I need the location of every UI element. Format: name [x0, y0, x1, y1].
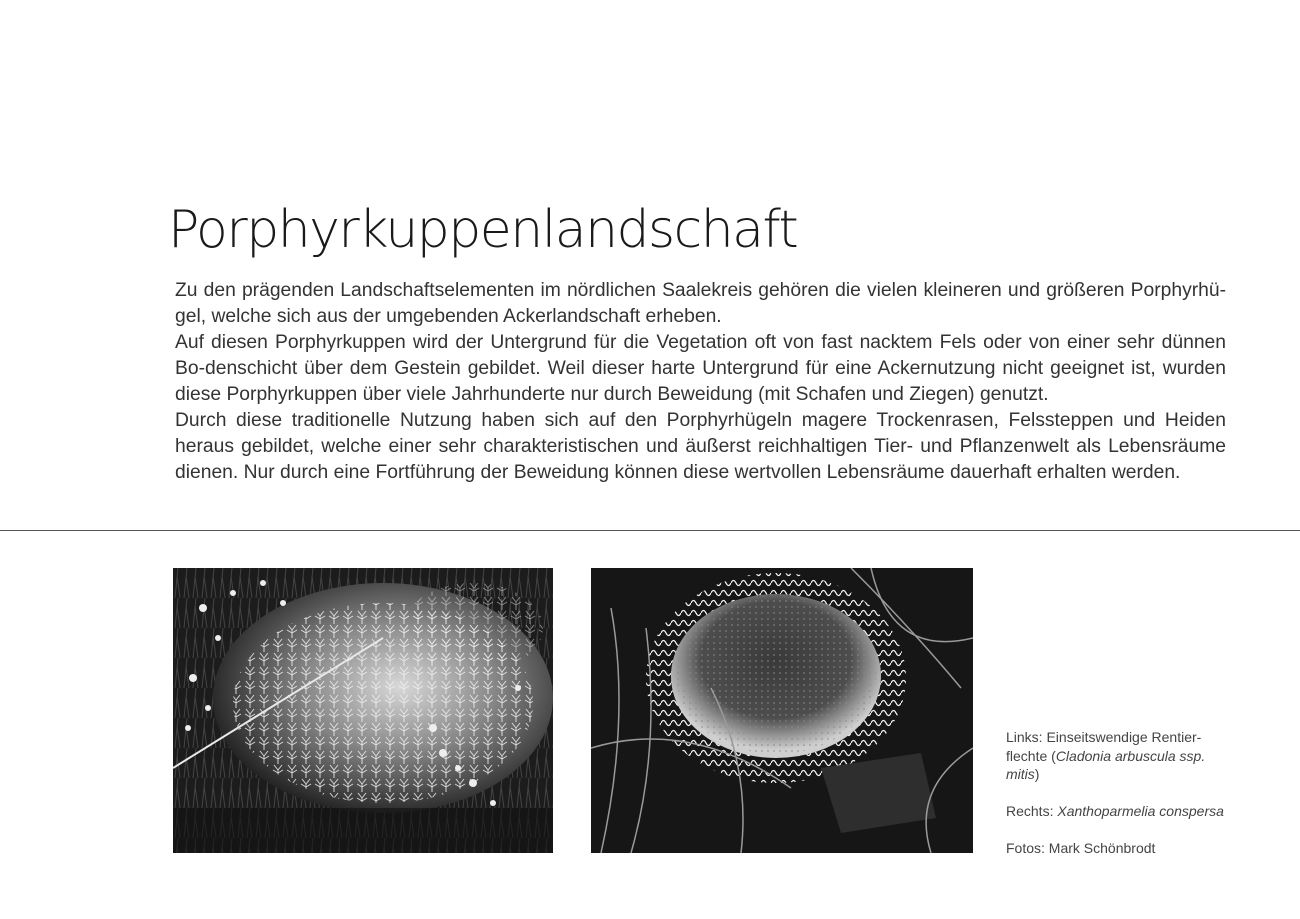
paragraph-3: Durch diese traditionelle Nutzung haben sich auf den Porphyrhügeln magere Trockenrasen, Felssteppen und Heiden heraus gebildet, welche einer sehr charakteristischen und äußerst reichhaltigen Tier- und Pflanzenwelt als Lebensräume dienen. Nur durch eine Fortführung der Beweidung können diese wertvollen Lebensräume dauerhaft erhalten werden.: [175, 410, 1226, 483]
paragraph-2: Auf diesen Porphyrkuppen wird der Untergrund für die Vegetation oft von fast nacktem Fels oder von einer sehr dünnen Bo-denschicht über dem Gestein gebildet. Weil dieser harte Untergrund für eine Ackernutzung nicht geeignet ist, wurden diese Porphyrkuppen über viele Jahrhunderte nur durch Beweidung (mit Schafen und Ziegen) genutzt.: [175, 332, 1226, 405]
page-title: Porphyrkuppenlandschaft: [168, 200, 798, 260]
caption-right-text: Rechts:: [1006, 803, 1058, 819]
divider-line: [0, 530, 1300, 531]
caption-left-suffix: ): [1034, 766, 1040, 782]
photo-reindeer-lichen: [173, 568, 553, 853]
reindeer-lichen-image: [173, 568, 553, 853]
caption-right: [1006, 802, 1236, 821]
xanthoparmelia-image: [591, 568, 973, 853]
photo-caption: [1006, 728, 1236, 858]
caption-left-text: Links: Einseitswendige Rentier-flechte (: [1006, 729, 1202, 764]
paragraph-1: Zu den prägenden Landschaftselementen im nördlichen Saalekreis gehören die vielen kleineren und größeren Porphyrhü-gel, welche sich aus der umgebenden Ackerlandschaft erheben.: [175, 280, 1226, 327]
photo-credit: Fotos: Mark Schönbrodt: [1006, 840, 1156, 856]
body-text: [175, 278, 1226, 486]
photo-xanthoparmelia: [591, 568, 973, 853]
caption-left: [1006, 728, 1236, 784]
caption-left-species: Cladonia arbuscula ssp. mitis: [1006, 747, 1206, 782]
caption-right-species: Xanthoparmelia conspersa: [1057, 803, 1224, 819]
